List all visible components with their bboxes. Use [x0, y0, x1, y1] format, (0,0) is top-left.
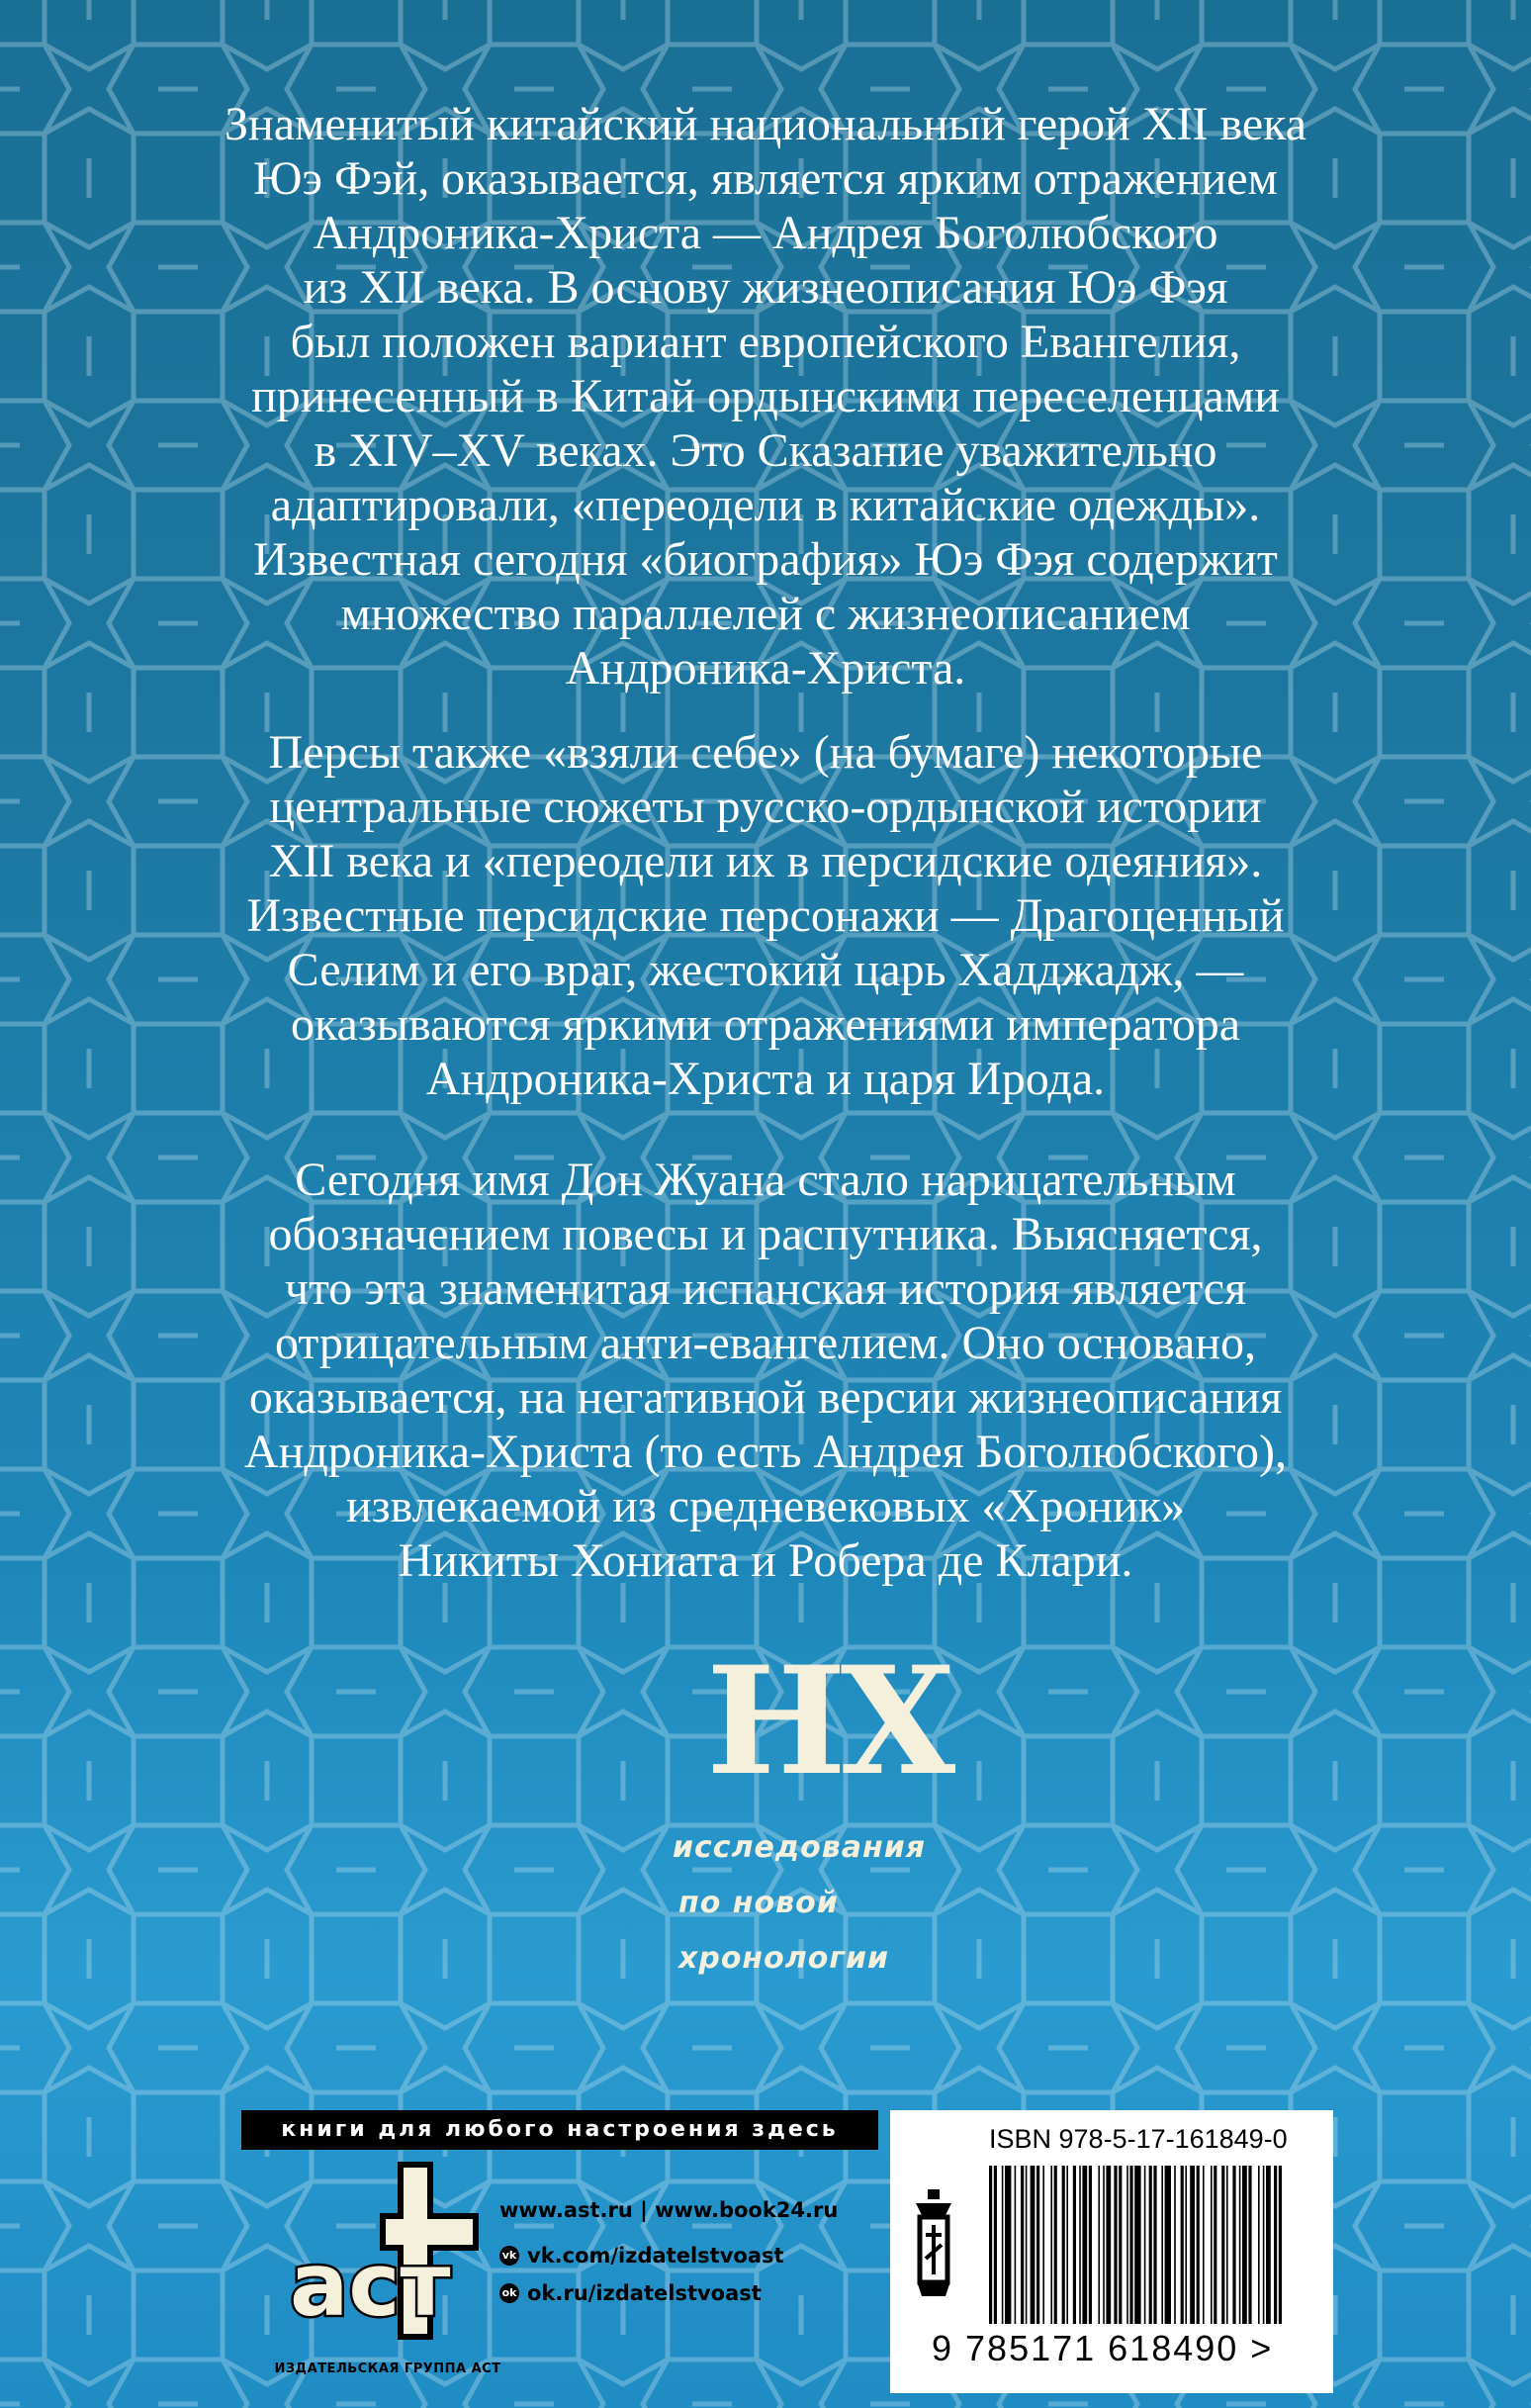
text-line: XII века и «переодели их в персидские одеяния».	[268, 835, 1263, 887]
barcode-stripe	[994, 2166, 997, 2324]
barcode-stripe	[1221, 2166, 1224, 2324]
text-line: в XIV–XV веках. Это Сказание уважительно	[314, 424, 1217, 477]
vk-icon: vk	[499, 2246, 519, 2266]
barcode-bars	[989, 2166, 1286, 2324]
ast-logo-text: аст	[290, 2234, 451, 2336]
barcode-stripe	[1036, 2166, 1039, 2324]
isbn-label: ISBN 978-5-17-161849-0	[989, 2124, 1288, 2154]
barcode-stripe	[1279, 2166, 1282, 2324]
ast-logo	[282, 2157, 490, 2345]
barcode-stripe	[1062, 2166, 1065, 2324]
barcode-panel	[890, 2110, 1333, 2393]
social-link-text: ok.ru/izdatelstvoast	[527, 2281, 762, 2305]
lantern-icon	[912, 2189, 955, 2298]
barcode-stripe	[1203, 2166, 1205, 2324]
paragraph-persians	[119, 725, 1412, 1106]
series-subtitle-line: хронологии	[678, 1941, 890, 1976]
barcode-stripe	[1050, 2166, 1052, 2324]
barcode-stripe	[1042, 2166, 1044, 2324]
barcode-stripe	[1126, 2166, 1128, 2324]
barcode-stripe	[1098, 2166, 1100, 2324]
barcode-stripe	[1274, 2166, 1277, 2324]
publisher-links	[499, 2198, 838, 2305]
barcode-stripe	[1031, 2166, 1036, 2324]
text-line: Сегодня имя Дон Жуана стало нарицательным	[295, 1154, 1236, 1206]
barcode-stripe	[1082, 2166, 1087, 2324]
text-line: Андроника-Христа и царя Ирода.	[425, 1053, 1106, 1105]
series-subtitle-line: исследования	[673, 1830, 926, 1865]
text-line: Известная сегодня «биография» Юэ Фэя содержит	[253, 533, 1278, 586]
barcode-digits: 9 785171 618490 >	[932, 2328, 1274, 2368]
barcode-stripe	[1066, 2166, 1068, 2324]
barcode-stripe	[1149, 2166, 1152, 2324]
text-line: из XII века. В основу жизнеописания Юэ Фэя	[303, 261, 1228, 314]
barcode-stripe	[1005, 2166, 1011, 2324]
series-logo	[673, 1634, 959, 1976]
barcode-stripe	[1073, 2166, 1076, 2324]
barcode-stripe	[1226, 2166, 1228, 2324]
ok-icon: ok	[499, 2283, 519, 2303]
social-link-vk[interactable]	[499, 2244, 838, 2268]
text-line: адаптировали, «переодели в китайские одежды».	[270, 479, 1261, 531]
barcode-stripe	[1103, 2166, 1105, 2324]
barcode-stripe	[1232, 2166, 1235, 2324]
barcode-stripe	[1144, 2166, 1146, 2324]
series-subtitle-line: по новой	[678, 1886, 839, 1920]
text-line: обозначением повесы и распутника. Выясняется,	[268, 1208, 1263, 1260]
text-line: Персы также «взяли себе» (на бумаге) некоторые	[268, 726, 1263, 779]
text-line: извлекаемой из средневековых «Хроник»	[345, 1480, 1186, 1532]
barcode-stripe	[1190, 2166, 1195, 2324]
barcode-stripe	[1021, 2166, 1024, 2324]
barcode-stripe	[1153, 2166, 1156, 2324]
barcode-stripe	[1119, 2166, 1122, 2324]
text-line: Селим и его враг, жестокий царь Хадджадж, —	[287, 944, 1244, 996]
barcode-stripe	[1026, 2166, 1028, 2324]
barcode-stripe	[1079, 2166, 1081, 2324]
text-line: Андроника-Христа.	[565, 642, 966, 695]
text-line: Андроника-Христа (то есть Андрея Боголюбского),	[243, 1426, 1288, 1478]
barcode-stripe	[1185, 2166, 1187, 2324]
text-line: отрицательным анти-евангелием. Оно основано,	[274, 1317, 1256, 1369]
barcode-stripe	[989, 2166, 992, 2324]
barcode-stripe	[1258, 2166, 1260, 2324]
paragraph-don-juan	[119, 1153, 1412, 1588]
barcode-stripe	[1054, 2166, 1057, 2324]
barcode-stripe	[1165, 2166, 1171, 2324]
barcode-stripe	[1266, 2166, 1271, 2324]
barcode-stripe	[1134, 2166, 1140, 2324]
slogan-banner: книги для любого настроения здесь	[241, 2110, 878, 2150]
text-line: что эта знаменитая испанская история является	[284, 1262, 1247, 1315]
text-line: оказывается, на негативной версии жизнеописания	[248, 1371, 1283, 1424]
text-line: Юэ Фэй, оказывается, является ярким отражением	[253, 152, 1278, 205]
barcode-stripe	[1197, 2166, 1200, 2324]
text-line: оказываются яркими отражениями императора	[290, 998, 1241, 1051]
text-line: Знаменитый китайский национальный герой XII века	[224, 98, 1307, 150]
barcode-stripe	[1242, 2166, 1247, 2324]
text-line: принесенный в Китай ордынскими переселенцами	[251, 370, 1280, 422]
publisher-caption: ИЗДАТЕЛЬСКАЯ ГРУППА АСТ	[274, 2362, 501, 2376]
barcode-stripe	[1106, 2166, 1111, 2324]
website-link[interactable]: www.ast.ru | www.book24.ru	[499, 2198, 839, 2222]
barcode-stripe	[1248, 2166, 1251, 2324]
barcode-stripe	[1089, 2166, 1092, 2324]
text-line: множество параллелей с жизнеописанием	[340, 588, 1191, 640]
barcode-stripe	[1002, 2166, 1004, 2324]
barcode-stripe	[1129, 2166, 1132, 2324]
barcode-stripe	[1239, 2166, 1241, 2324]
series-logo-letters: НХ	[706, 1634, 950, 1808]
barcode-stripe	[1181, 2166, 1184, 2324]
text-line: Известные персидские персонажи — Драгоценный	[246, 889, 1285, 942]
barcode-stripe	[1015, 2166, 1017, 2324]
text-line: Никиты Хониата и Робера де Клари.	[398, 1534, 1133, 1587]
text-line: Андроника-Христа — Андрея Боголюбского	[313, 207, 1218, 259]
text-line: был положен вариант европейского Евангелия,	[290, 316, 1241, 368]
paragraph-yue-fei	[119, 97, 1412, 695]
barcode-stripe	[1174, 2166, 1176, 2324]
barcode-stripe	[1161, 2166, 1163, 2324]
barcode-stripe	[1214, 2166, 1216, 2324]
barcode-stripe	[1114, 2166, 1117, 2324]
social-link-ok[interactable]	[499, 2281, 838, 2305]
barcode-stripe	[1263, 2166, 1265, 2324]
barcode-stripe	[1211, 2166, 1213, 2324]
social-link-text: vk.com/izdatelstvoast	[527, 2244, 784, 2268]
text-line: центральные сюжеты русско-ордынской истории	[269, 781, 1262, 833]
